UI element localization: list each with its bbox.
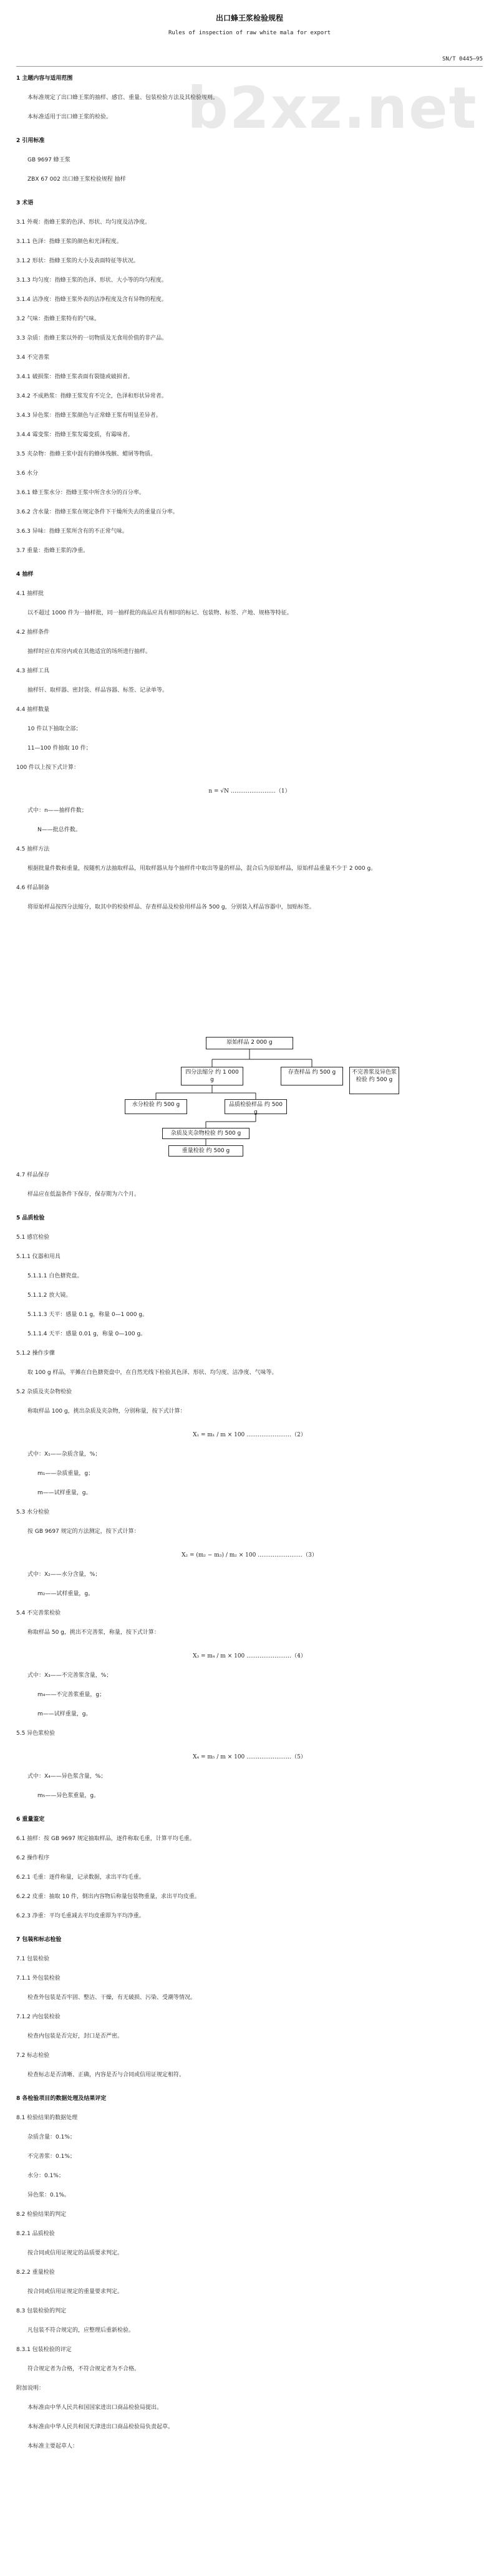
- body-line: m₅——异色浆重量，g。: [37, 1793, 100, 1799]
- body-line: 式中：X₄——异色浆含量，%；: [27, 1773, 107, 1780]
- body-line: 7.1.1 外包装检验: [16, 1975, 61, 1982]
- body-line: 3.2 气味：指蜂王浆特有的气味。: [16, 316, 100, 322]
- body-line: 7.2 标志检验: [16, 2053, 50, 2059]
- section-heading: 1 主题内容与适用范围: [16, 75, 73, 82]
- body-line: m——试样重量，g。: [37, 1490, 92, 1496]
- body-line: 7.1.2 内包装检验: [16, 2014, 61, 2020]
- body-line: 8.3 包装检验的判定: [16, 2308, 67, 2314]
- flow-node-quality-sample: 品质检验样品 约 500 g: [225, 1099, 287, 1114]
- flow-node-moisture-check: 水分检验 约 500 g: [125, 1099, 187, 1114]
- body-line: 3.1.2 形状：指蜂王浆的大小及表面特征等状况。: [16, 258, 139, 264]
- body-line: 8.2.2 重量检验: [16, 2269, 55, 2276]
- body-line: 本标准规定了出口蜂王浆的抽样、感官、重量、包装检验方法及其检验规则。: [27, 95, 219, 101]
- body-line: 式中：X₂——水分含量，%；: [27, 1572, 101, 1578]
- flow-node-imperfect-check: 不完善浆及异色浆检验 约 500 g: [349, 1067, 399, 1094]
- body-line: 4.6 样品制备: [16, 885, 50, 891]
- section-heading: 4 抽样: [16, 571, 34, 578]
- body-line: m₄——不完善浆重量，g；: [37, 1692, 105, 1698]
- body-line: 5.1.1 仪器和用具: [16, 1254, 61, 1260]
- body-line: 检查内包装是否完好，封口是否严密。: [27, 2033, 124, 2039]
- document-subtitle: Rules of inspection of raw white mala for export: [168, 30, 331, 36]
- body-line: 本标准由中华人民共和国天津进出口商品检验局负责起草。: [27, 2424, 174, 2430]
- body-line: m₁——杂质重量，g；: [37, 1471, 94, 1477]
- body-line: GB 9697 蜂王浆: [27, 157, 70, 163]
- body-line: 3.1.1 色泽：指蜂王浆的颜色和光泽程度。: [16, 239, 122, 245]
- document-title: 出口蜂王浆检验规程: [215, 14, 283, 22]
- section-heading: 7 包装和标志检验: [16, 1937, 62, 1943]
- body-line: 不完善浆：0.1%；: [27, 2154, 75, 2160]
- body-line: 8.2 检验结果的判定: [16, 2211, 67, 2218]
- section-heading: 6 重量鉴定: [16, 1816, 45, 1823]
- body-line: 3.3 杂质：指蜂王浆以外的一切物质及无食用价值的非产品。: [16, 335, 168, 341]
- body-line: 6.1 抽样：按 GB 9697 规定抽取样品，逐件称取毛重，计算平均毛重。: [16, 1836, 195, 1842]
- standard-number: SN/T 0445—95: [442, 56, 483, 62]
- body-line: 按合同或信用证规定的重量要求判定。: [27, 2289, 124, 2295]
- formula-line: X₁ = m₁ / m × 100 ……………………（2）: [193, 1432, 306, 1438]
- body-line: 5.1.1.3 天平：感量 0.1 g，称量 0—1 000 g。: [27, 1312, 148, 1318]
- body-line: 本标准由中华人民共和国国家进出口商品检验局提出。: [27, 2405, 163, 2411]
- body-line: 3.6.3 异味：指蜂王浆所含有的不正常气味。: [16, 528, 128, 535]
- body-line: 3.4.1 破损浆：指蜂王浆表面有裂缝或破损者。: [16, 374, 133, 380]
- body-line: 3.4.3 异色浆：指蜂王浆颜色与正常蜂王浆有明显差异者。: [16, 413, 162, 419]
- flow-node-reserve-sample: 存查样品 约 500 g: [281, 1067, 343, 1085]
- body-line: 3.6 水分: [16, 470, 39, 477]
- body-line: 3.7 重量：指蜂王浆的净重。: [16, 548, 89, 554]
- body-line: m₂——试样重量，g。: [37, 1591, 94, 1597]
- body-line: 11—100 件抽取 10 件；: [27, 745, 92, 751]
- body-line: 5.1.1.4 天平：感量 0.01 g，称量 0—100 g。: [27, 1331, 147, 1337]
- body-line: 抽样钎、取样器、密封袋、样品容器、标签、记录单等。: [27, 687, 168, 694]
- flow-node-quartering: 四分法缩分 约 1 000 g: [181, 1067, 243, 1085]
- flow-node-weight-check: 重量检验 约 500 g: [168, 1145, 243, 1157]
- body-line: 杂质含量：0.1%；: [27, 2134, 75, 2140]
- body-line: 10 件以下抽取全部；: [27, 726, 82, 732]
- body-line: 5.4 不完善浆检验: [16, 1610, 61, 1616]
- body-line: ZBX 67 002 出口蜂王浆检验规程 抽样: [27, 176, 126, 183]
- body-line: 5.1.1.1 白色搪瓷盘。: [27, 1273, 83, 1279]
- body-line: 5.1.1.2 放大镜。: [27, 1292, 72, 1299]
- flow-node-impurity-check: 杂质及夹杂物检验 约 500 g: [162, 1128, 250, 1139]
- body-line: 附加说明：: [16, 2385, 45, 2392]
- body-line: 检查标志是否清晰、正确，内容是否与合同或信用证规定相符。: [27, 2072, 185, 2078]
- body-line: 式中：X₃——不完善浆含量，%；: [27, 1672, 112, 1679]
- body-line: 称取样品 100 g，挑出杂质及夹杂物，分别称量，按下式计算：: [27, 1408, 186, 1414]
- body-line: 称取样品 50 g，挑出不完善浆，称量，按下式计算：: [27, 1629, 160, 1636]
- body-line: 式中：X₁——杂质含量，%；: [27, 1451, 101, 1457]
- body-line: m——试样重量，g。: [37, 1711, 92, 1717]
- body-line: 取 100 g 样品，平摊在白色搪瓷盘中，在自然光线下检验其色泽、形状、均匀度、洁净度、气味等。: [27, 1370, 278, 1376]
- sampling-flowchart: [100, 1034, 399, 1159]
- section-heading: 5 品质检验: [16, 1215, 45, 1221]
- body-line: 5.1.2 操作步骤: [16, 1350, 55, 1357]
- body-line: 本标准适用于出口蜂王浆的检验。: [27, 114, 112, 120]
- body-line: 凡包装不符合规定的，应整理后重新检验。: [27, 2327, 135, 2334]
- section-heading: 2 引用标准: [16, 138, 45, 144]
- body-line: 4.7 样品保存: [16, 1172, 50, 1178]
- body-line: 7.1 包装检验: [16, 1956, 50, 1962]
- header-rule: [16, 66, 483, 67]
- body-line: N——批总件数。: [37, 827, 81, 833]
- body-line: 3.1.3 均匀度：指蜂王浆的色泽、形状、大小等的均匀程度。: [16, 277, 167, 284]
- body-line: 3.4.4 霉变浆：指蜂王浆发霉变质，有霉味者。: [16, 432, 133, 438]
- body-line: 4.2 抽样条件: [16, 629, 50, 636]
- body-line: 3.6.1 蜂王浆水分：指蜂王浆中所含水分的百分率。: [16, 490, 145, 496]
- flow-node-original-sample: 原始样品 2 000 g: [206, 1037, 293, 1049]
- formula-line: X₂ = (m₂ − m₃) / m₂ × 100 ……………………（3）: [182, 1552, 317, 1558]
- body-line: 3.1.4 洁净度：指蜂王浆外表的洁净程度及含有异物的程度。: [16, 297, 167, 303]
- body-line: 6.2.3 净重：平均毛重减去平均皮重即为平均净重。: [16, 1913, 145, 1919]
- body-line: 3.1 外观：指蜂王浆的色泽、形状、均匀度及洁净度。: [16, 219, 151, 226]
- section-heading: 8 各检验项目的数据处理及结果评定: [16, 2096, 107, 2102]
- body-line: 将原始样品按四分法缩分，取其中的检验样品、存查样品及检验用样品各 500 g，分别装入样品容器中，加贴标签。: [27, 904, 315, 910]
- formula-line: n = √N ……………………（1）: [208, 788, 291, 794]
- body-line: 8.3.1 包装检验的评定: [16, 2347, 72, 2353]
- body-line: 本标准主要起草人：: [27, 2443, 79, 2450]
- body-line: 8.2.1 品质检验: [16, 2231, 55, 2237]
- body-line: 4.4 抽样数量: [16, 707, 50, 713]
- body-line: 根据批量件数和重量，按随机方法抽取样品，用取样器从每个抽样件中取出等量的样品，混合后为原始样品，原始样品重量不少于 2 000 g。: [27, 866, 377, 872]
- body-line: 6.2.2 皮重：抽取 10 件，倒出内容物后称量包装物重量，求出平均皮重。: [16, 1894, 200, 1900]
- body-line: 6.2 操作程序: [16, 1855, 50, 1861]
- body-line: 5.2 杂质及夹杂物检验: [16, 1389, 72, 1395]
- formula-line: X₄ = m₅ / m × 100 ……………………（5）: [193, 1754, 306, 1760]
- body-line: 水分：0.1%；: [27, 2173, 64, 2179]
- body-line: 3.5 夹杂物：指蜂王浆中混有的蜂体残骸、蜡屑等物质。: [16, 451, 157, 457]
- body-line: 5.5 异色浆检验: [16, 1730, 56, 1737]
- body-line: 3.4.2 不成熟浆：指蜂王浆发育不完全，色泽和形状异常者。: [16, 393, 167, 399]
- body-line: 式中：n——抽样件数；: [27, 808, 87, 814]
- body-line: 8.1 检验结果的数据处理: [16, 2115, 78, 2121]
- body-line: 异色浆：0.1%。: [27, 2192, 70, 2198]
- body-line: 以不超过 1000 件为一抽样批，同一抽样批的商品应具有相同的标记、包装物、标签、产地、规格等特征。: [27, 610, 293, 616]
- body-line: 4.3 抽样工具: [16, 668, 50, 674]
- body-line: 3.6.2 含水量：指蜂王浆在规定条件下干燥所失去的重量百分率。: [16, 509, 178, 515]
- body-line: 6.2.1 毛重：逐件称量，记录数据，求出平均毛重。: [16, 1874, 145, 1881]
- body-line: 4.5 抽样方法: [16, 846, 50, 852]
- body-line: 按合同或信用证规定的品质要求判定。: [27, 2250, 124, 2256]
- body-line: 4.1 抽样批: [16, 591, 44, 597]
- body-line: 5.3 水分检验: [16, 1509, 50, 1515]
- body-line: 5.1 感官检验: [16, 1234, 50, 1241]
- body-line: 符合规定者为合格，不符合规定者为不合格。: [27, 2366, 140, 2372]
- body-line: 检查外包装是否牢固、整洁、干燥，有无破损、污染、受潮等情况。: [27, 1995, 196, 2001]
- formula-line: X₃ = m₄ / m × 100 ……………………（4）: [193, 1653, 306, 1659]
- section-heading: 3 术语: [16, 200, 34, 206]
- flowchart-connectors: [100, 1034, 399, 1159]
- body-line: 样品应在低温条件下保存，保存期为六个月。: [27, 1191, 140, 1198]
- watermark: b2xz.net: [187, 75, 478, 141]
- body-line: 3.4 不完善浆: [16, 355, 50, 361]
- body-line: 按 GB 9697 规定的方法测定，按下式计算：: [27, 1529, 140, 1535]
- body-line: 100 件以上按下式计算：: [16, 765, 80, 771]
- body-line: 抽样时应在库房内或在其他适宜的场所进行抽样。: [27, 649, 152, 655]
